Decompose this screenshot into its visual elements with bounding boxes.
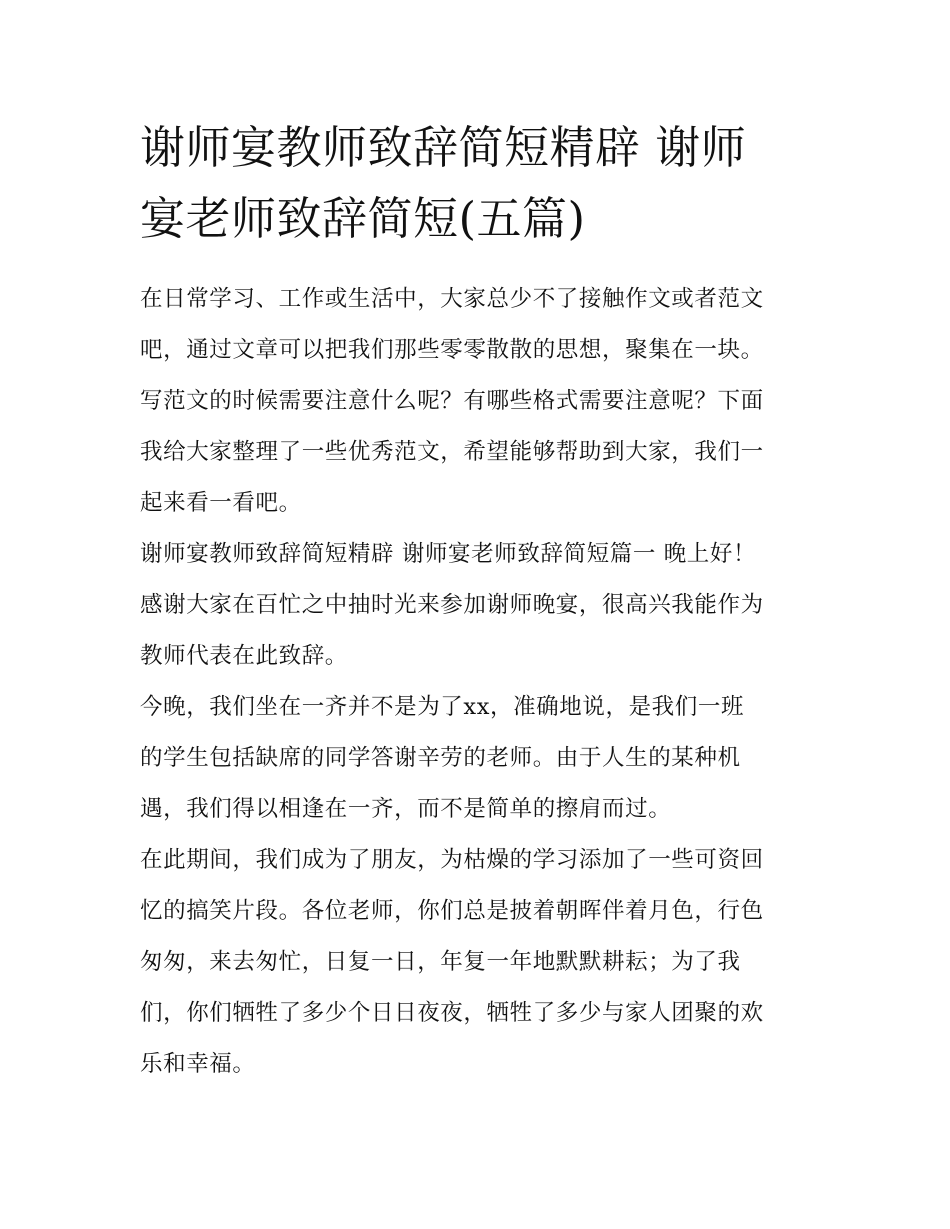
text-line: 今晚，我们坐在一齐并不是为了xx，准确地说，是我们一班 (140, 694, 745, 720)
document-title (140, 112, 820, 254)
text-line: 们，你们牺牲了多少个日日夜夜，牺牲了多少与家人团聚的欢 (140, 1000, 764, 1026)
greeting-paragraph (140, 529, 815, 682)
text-line: 忆的搞笑片段。各位老师，你们总是披着朝晖伴着月色，行色 (140, 898, 764, 924)
text-line: 在此期间，我们成为了朋友，为枯燥的学习添加了一些可资回 (140, 847, 764, 873)
document-body (140, 274, 815, 1090)
text-line: 教师代表在此致辞。 (140, 643, 348, 669)
text-line: 遇，我们得以相逢在一齐，而不是简单的擦肩而过。 (140, 796, 672, 822)
text-line: 我给大家整理了一些优秀范文，希望能够帮助到大家，我们一 (140, 439, 764, 465)
text-line: 吧，通过文章可以把我们那些零零散散的思想，聚集在一块。 (140, 337, 764, 363)
text-line: 在日常学习、工作或生活中，大家总少不了接触作文或者范文 (140, 286, 764, 312)
text-line: 写范文的时候需要注意什么呢？有哪些格式需要注意呢？下面 (140, 388, 764, 414)
text-line: 的学生包括缺席的同学答谢辛劳的老师。由于人生的某种机 (140, 745, 741, 771)
text-line: 乐和幸福。 (140, 1051, 256, 1077)
title-line: 谢师宴教师致辞简短精辟 谢师 (140, 121, 747, 174)
text-line: 起来看一看吧。 (140, 490, 302, 516)
tonight-paragraph (140, 682, 815, 835)
text-line: 谢师宴教师致辞简短精辟 谢师宴老师致辞简短篇一 晚上好！ (140, 541, 757, 567)
intro-paragraph (140, 274, 815, 529)
title-line: 宴老师致辞简短(五篇) (140, 192, 586, 245)
gratitude-paragraph (140, 835, 815, 1090)
text-line: 匆匆，来去匆忙，日复一日，年复一年地默默耕耘；为了我 (140, 949, 741, 975)
text-line: 感谢大家在百忙之中抽时光来参加谢师晚宴，很高兴我能作为 (140, 592, 764, 618)
